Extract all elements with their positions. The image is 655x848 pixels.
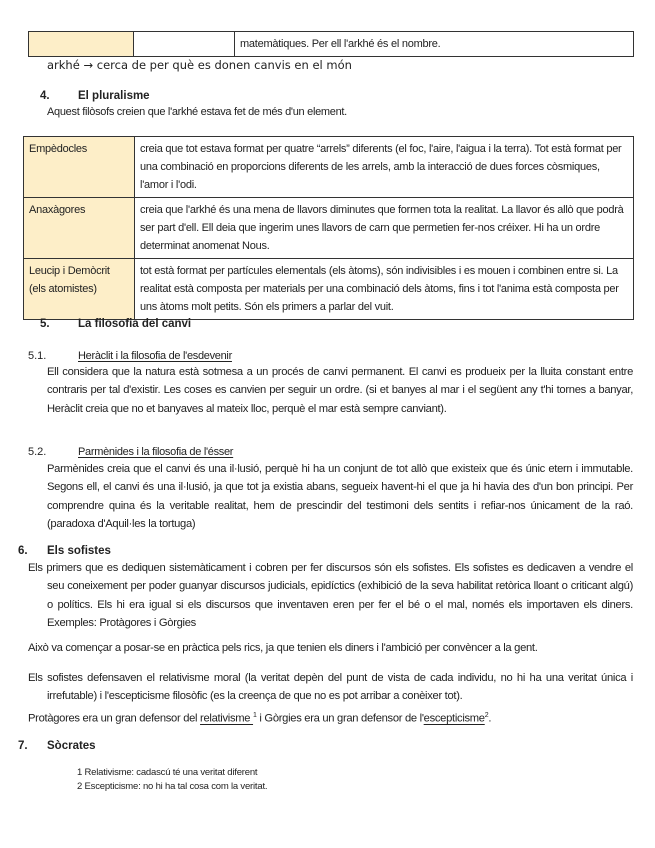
table-row: Leucip i Demòcrit (els atomistes) tot està format per partícules elementals (els àtoms), són indivisibles i es mouen i combinen entre si. La realitat està composta per materials per una combinació dels àtoms, fins i tot l'anima està composta per uns àtoms molt petits. Són els primers a parlar del vuit. xyxy=(24,259,634,320)
table-row: Anaxàgores creia que l'arkhé és una mena de llavors diminutes que formen tota la realitat. La llavor és allò que podrà ser part d'ell. Ell deia que ingerim unes llavors de carn que permetien fer-nos créixer. Hi ha un ordre determinat anomenat Nous. xyxy=(24,198,634,259)
section-title: Els sofistes xyxy=(47,545,111,557)
subsection-title: Parmènides i la filosofia de l'ésser xyxy=(78,446,234,458)
subsection-number: 5.1. xyxy=(28,350,47,362)
subsection-number: 5.2. xyxy=(28,446,47,458)
footnote-link[interactable]: relativisme xyxy=(200,712,254,725)
paragraph: Els primers que es dediquen sistemàticament i cobren per fer discursos són els sofistes. Els sofistes es dedicaven a vendre el seu coneixement per poder guanyar discursos judicials, epidíctics (exhibició de la seva habilitat retòrica lloant o criticant algú) o polítics. Els hi era igual si els discursos que inventaven eren per fer el bé o el mal, només els importaven els diners. Exemples: Protàgores i Gòrgies xyxy=(28,562,633,629)
table-cell: matemàtiques. Per ell l'arkhé és el nombre. xyxy=(235,32,634,57)
section-title: La filosofia del canvi xyxy=(78,318,192,330)
paragraph: Parmènides creia que el canvi és una il·lusió, perquè hi ha un conjunt de tot allò que existeix que és únic etern i immutable. Segons ell, el canvi és una il·lusió, ja que tot ja existia abans, segueix havent-hi el que ja hi havia des d'un bon principi. Per comprendre quina és la veritable realitat, hem de prescindir del testimoni dels sentits i refiar-nos únicament de la raó. (paradoxa d'Aquil·les la tortuga) xyxy=(47,463,633,530)
footnote: 1 Relativisme: cadascú té una veritat diferent xyxy=(77,767,258,778)
section-title: Sòcrates xyxy=(47,740,96,752)
paragraph: Protàgores era un gran defensor del relativisme $^1$ i Gòrgies era un gran defensor de l'escepticisme$^2$. xyxy=(28,712,492,725)
top-table xyxy=(28,31,634,57)
arkhe-note: arkhé → cerca de per què es donen canvis en el món xyxy=(47,58,352,72)
pluralism-table xyxy=(23,136,634,320)
section-number: 5. xyxy=(40,318,50,330)
section-title: El pluralisme xyxy=(78,90,150,102)
section-number: 6. xyxy=(18,545,28,557)
subsection-title: Heràclit i la filosofia de l'esdevenir xyxy=(78,350,232,362)
paragraph: Els sofistes defensaven el relativisme moral (la veritat depèn del punt de vista de cada individu, no hi ha una veritat única i irrefutable) i l'escepticisme filosòfic (es la creença de que no es pot arribar a conèixer tot). xyxy=(28,672,633,703)
paragraph: Ell considera que la natura està sotmesa a un procés de canvi permanent. El canvi es produeix per la lluita constant entre contraris per tal d'existir. Les coses es canvien per seguir un ordre. (si et banyes al mar i el següent any t'hi tornes a banyar, Heràclit creia que no et banyaves al mateix lloc, perquè el mar està sempre canviant). xyxy=(47,366,633,415)
footnote: 2 Escepticisme: no hi ha tal cosa com la veritat. xyxy=(77,781,268,792)
section-intro: Aquest filòsofs creien que l'arkhé estava fet de més d'un element. xyxy=(47,106,347,118)
table-row: Empèdocles creia que tot estava format per quatre “arrels” diferents (el foc, l'aire, l'aigua i la terra). Tot està format per una combinació en proporcions diferents de les arrels, amb la interacció de dues forces còsmiques, l'amor i l'odi. xyxy=(24,137,634,198)
table-row xyxy=(29,32,634,57)
footnote-link[interactable]: escepticisme xyxy=(423,712,485,725)
paragraph: Això va començar a posar-se en pràctica pels rics, ja que tenien els diners i l'ambició per convèncer a la gent. xyxy=(28,642,538,654)
section-number: 7. xyxy=(18,740,28,752)
section-number: 4. xyxy=(40,90,50,102)
